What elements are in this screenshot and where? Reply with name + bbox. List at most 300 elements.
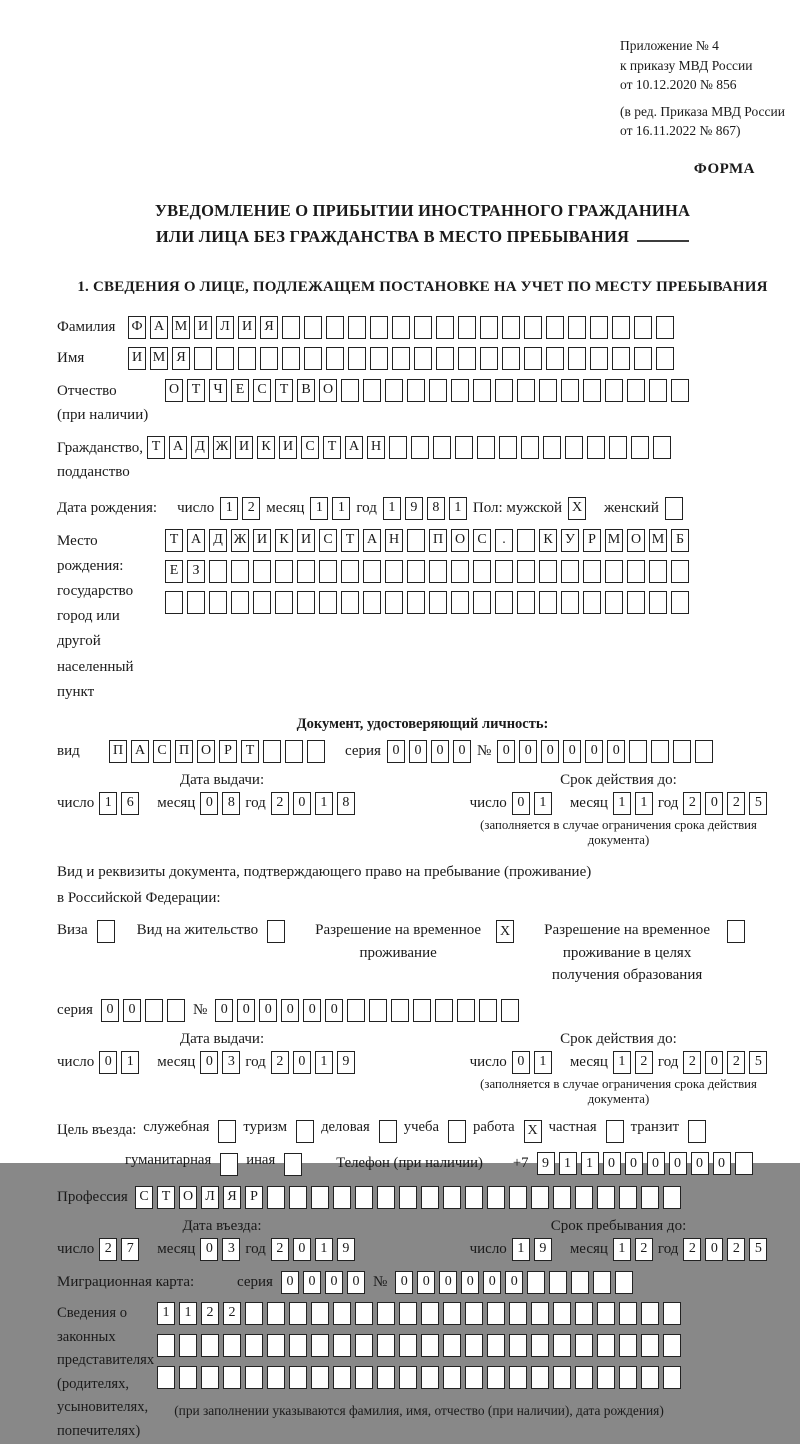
- char-cell[interactable]: Ч: [209, 379, 227, 402]
- char-cell[interactable]: 1: [559, 1152, 577, 1175]
- char-cell[interactable]: 0: [325, 1271, 343, 1294]
- char-cell[interactable]: 3: [222, 1238, 240, 1261]
- char-cell[interactable]: 0: [705, 1051, 723, 1074]
- char-cell[interactable]: Н: [385, 529, 403, 552]
- char-cell[interactable]: 2: [99, 1238, 117, 1261]
- char-cell[interactable]: [218, 1120, 236, 1143]
- char-cell[interactable]: 1: [613, 1238, 631, 1261]
- char-cell[interactable]: [521, 436, 539, 459]
- char-cell[interactable]: С: [301, 436, 319, 459]
- char-cell[interactable]: [531, 1334, 549, 1357]
- char-cell[interactable]: 2: [683, 1051, 701, 1074]
- char-cell[interactable]: 9: [534, 1238, 552, 1261]
- char-cell[interactable]: О: [165, 379, 183, 402]
- char-cell[interactable]: [223, 1334, 241, 1357]
- char-cell[interactable]: [289, 1302, 307, 1325]
- char-cell[interactable]: [546, 347, 564, 370]
- char-cell[interactable]: В: [297, 379, 315, 402]
- char-cell[interactable]: [297, 591, 315, 614]
- char-cell[interactable]: А: [150, 316, 168, 339]
- char-cell[interactable]: [319, 560, 337, 583]
- char-cell[interactable]: С: [253, 379, 271, 402]
- char-cell[interactable]: [553, 1334, 571, 1357]
- char-cell[interactable]: 0: [563, 740, 581, 763]
- char-cell[interactable]: 0: [281, 1271, 299, 1294]
- char-cell[interactable]: [561, 591, 579, 614]
- char-cell[interactable]: [319, 591, 337, 614]
- char-cell[interactable]: [179, 1366, 197, 1389]
- char-cell[interactable]: [458, 316, 476, 339]
- char-cell[interactable]: 9: [537, 1152, 555, 1175]
- char-cell[interactable]: Р: [219, 740, 237, 763]
- char-cell[interactable]: [304, 347, 322, 370]
- char-cell[interactable]: [289, 1186, 307, 1209]
- char-cell[interactable]: [289, 1334, 307, 1357]
- char-cell[interactable]: [448, 1120, 466, 1143]
- char-cell[interactable]: О: [197, 740, 215, 763]
- char-cell[interactable]: [509, 1334, 527, 1357]
- char-cell[interactable]: [363, 591, 381, 614]
- char-cell[interactable]: Р: [583, 529, 601, 552]
- char-cell[interactable]: [597, 1302, 615, 1325]
- char-cell[interactable]: [568, 316, 586, 339]
- char-cell[interactable]: 1: [179, 1302, 197, 1325]
- char-cell[interactable]: [429, 379, 447, 402]
- char-cell[interactable]: 0: [519, 740, 537, 763]
- char-cell[interactable]: О: [319, 379, 337, 402]
- char-cell[interactable]: Я: [260, 316, 278, 339]
- char-cell[interactable]: 1: [581, 1152, 599, 1175]
- char-cell[interactable]: 0: [417, 1271, 435, 1294]
- char-cell[interactable]: [285, 740, 303, 763]
- char-cell[interactable]: Т: [147, 436, 165, 459]
- char-cell[interactable]: [443, 1186, 461, 1209]
- char-cell[interactable]: [590, 316, 608, 339]
- char-cell[interactable]: [433, 436, 451, 459]
- char-cell[interactable]: [502, 316, 520, 339]
- char-cell[interactable]: Ф: [128, 316, 146, 339]
- char-cell[interactable]: [663, 1186, 681, 1209]
- char-cell[interactable]: 1: [613, 792, 631, 815]
- char-cell[interactable]: [575, 1186, 593, 1209]
- char-cell[interactable]: [370, 316, 388, 339]
- char-cell[interactable]: М: [172, 316, 190, 339]
- char-cell[interactable]: [267, 1186, 285, 1209]
- char-cell[interactable]: 2: [683, 1238, 701, 1261]
- char-cell[interactable]: [435, 999, 453, 1022]
- char-cell[interactable]: [688, 1120, 706, 1143]
- char-cell[interactable]: Д: [191, 436, 209, 459]
- char-cell[interactable]: 2: [635, 1051, 653, 1074]
- char-cell[interactable]: [487, 1186, 505, 1209]
- char-cell[interactable]: К: [257, 436, 275, 459]
- char-cell[interactable]: 6: [121, 792, 139, 815]
- char-cell[interactable]: [553, 1186, 571, 1209]
- char-cell[interactable]: [443, 1302, 461, 1325]
- char-cell[interactable]: [605, 560, 623, 583]
- char-cell[interactable]: [631, 436, 649, 459]
- char-cell[interactable]: [392, 347, 410, 370]
- char-cell[interactable]: [517, 560, 535, 583]
- char-cell[interactable]: [561, 560, 579, 583]
- char-cell[interactable]: [377, 1186, 395, 1209]
- char-cell[interactable]: [289, 1366, 307, 1389]
- char-cell[interactable]: [597, 1334, 615, 1357]
- char-cell[interactable]: [407, 379, 425, 402]
- char-cell[interactable]: [495, 560, 513, 583]
- char-cell[interactable]: 0: [647, 1152, 665, 1175]
- char-cell[interactable]: [487, 1302, 505, 1325]
- char-cell[interactable]: [727, 920, 745, 943]
- char-cell[interactable]: [553, 1302, 571, 1325]
- char-cell[interactable]: 1: [449, 497, 467, 520]
- char-cell[interactable]: А: [345, 436, 363, 459]
- char-cell[interactable]: А: [187, 529, 205, 552]
- char-cell[interactable]: [575, 1334, 593, 1357]
- char-cell[interactable]: [571, 1271, 589, 1294]
- char-cell[interactable]: И: [194, 316, 212, 339]
- char-cell[interactable]: 0: [303, 999, 321, 1022]
- char-cell[interactable]: [663, 1302, 681, 1325]
- char-cell[interactable]: [673, 740, 691, 763]
- char-cell[interactable]: [311, 1186, 329, 1209]
- char-cell[interactable]: [615, 1271, 633, 1294]
- char-cell[interactable]: [399, 1302, 417, 1325]
- char-cell[interactable]: 1: [121, 1051, 139, 1074]
- char-cell[interactable]: [465, 1334, 483, 1357]
- char-cell[interactable]: [245, 1302, 263, 1325]
- char-cell[interactable]: [473, 560, 491, 583]
- char-cell[interactable]: [436, 347, 454, 370]
- char-cell[interactable]: 1: [315, 1051, 333, 1074]
- char-cell[interactable]: [296, 1120, 314, 1143]
- char-cell[interactable]: 0: [541, 740, 559, 763]
- char-cell[interactable]: [597, 1366, 615, 1389]
- char-cell[interactable]: [267, 1366, 285, 1389]
- char-cell[interactable]: [634, 347, 652, 370]
- char-cell[interactable]: [245, 1366, 263, 1389]
- char-cell[interactable]: 5: [749, 1238, 767, 1261]
- char-cell[interactable]: [407, 560, 425, 583]
- char-cell[interactable]: [414, 316, 432, 339]
- char-cell[interactable]: Т: [341, 529, 359, 552]
- char-cell[interactable]: [606, 1120, 624, 1143]
- char-cell[interactable]: 1: [332, 497, 350, 520]
- char-cell[interactable]: Ж: [213, 436, 231, 459]
- char-cell[interactable]: [311, 1302, 329, 1325]
- char-cell[interactable]: 0: [607, 740, 625, 763]
- char-cell[interactable]: П: [175, 740, 193, 763]
- char-cell[interactable]: [385, 591, 403, 614]
- char-cell[interactable]: [311, 1366, 329, 1389]
- char-cell[interactable]: [605, 379, 623, 402]
- char-cell[interactable]: З: [187, 560, 205, 583]
- char-cell[interactable]: Т: [241, 740, 259, 763]
- char-cell[interactable]: [421, 1366, 439, 1389]
- char-cell[interactable]: 0: [303, 1271, 321, 1294]
- char-cell[interactable]: 0: [512, 792, 530, 815]
- char-cell[interactable]: 0: [99, 1051, 117, 1074]
- char-cell[interactable]: [253, 591, 271, 614]
- char-cell[interactable]: О: [627, 529, 645, 552]
- char-cell[interactable]: [363, 560, 381, 583]
- char-cell[interactable]: [629, 740, 647, 763]
- char-cell[interactable]: Ж: [231, 529, 249, 552]
- char-cell[interactable]: О: [179, 1186, 197, 1209]
- char-cell[interactable]: С: [153, 740, 171, 763]
- char-cell[interactable]: 7: [121, 1238, 139, 1261]
- char-cell[interactable]: [575, 1302, 593, 1325]
- char-cell[interactable]: [451, 379, 469, 402]
- char-cell[interactable]: [458, 347, 476, 370]
- char-cell[interactable]: 0: [200, 792, 218, 815]
- char-cell[interactable]: [414, 347, 432, 370]
- char-cell[interactable]: [377, 1302, 395, 1325]
- char-cell[interactable]: [167, 999, 185, 1022]
- char-cell[interactable]: [451, 591, 469, 614]
- char-cell[interactable]: [363, 379, 381, 402]
- char-cell[interactable]: 0: [215, 999, 233, 1022]
- char-cell[interactable]: Л: [216, 316, 234, 339]
- char-cell[interactable]: 2: [271, 1051, 289, 1074]
- char-cell[interactable]: [543, 436, 561, 459]
- char-cell[interactable]: 0: [259, 999, 277, 1022]
- char-cell[interactable]: [531, 1302, 549, 1325]
- char-cell[interactable]: 0: [625, 1152, 643, 1175]
- char-cell[interactable]: [443, 1366, 461, 1389]
- char-cell[interactable]: [641, 1334, 659, 1357]
- char-cell[interactable]: 0: [293, 792, 311, 815]
- char-cell[interactable]: 0: [691, 1152, 709, 1175]
- char-cell[interactable]: П: [429, 529, 447, 552]
- char-cell[interactable]: [465, 1186, 483, 1209]
- char-cell[interactable]: [348, 347, 366, 370]
- char-cell[interactable]: И: [253, 529, 271, 552]
- char-cell[interactable]: М: [605, 529, 623, 552]
- char-cell[interactable]: [575, 1366, 593, 1389]
- char-cell[interactable]: [282, 347, 300, 370]
- char-cell[interactable]: [473, 379, 491, 402]
- char-cell[interactable]: А: [169, 436, 187, 459]
- char-cell[interactable]: [333, 1302, 351, 1325]
- char-cell[interactable]: [385, 560, 403, 583]
- char-cell[interactable]: [355, 1186, 373, 1209]
- char-cell[interactable]: 1: [310, 497, 328, 520]
- char-cell[interactable]: [539, 379, 557, 402]
- char-cell[interactable]: [583, 591, 601, 614]
- char-cell[interactable]: М: [150, 347, 168, 370]
- char-cell[interactable]: [553, 1366, 571, 1389]
- char-cell[interactable]: Б: [671, 529, 689, 552]
- char-cell[interactable]: X: [524, 1120, 542, 1143]
- char-cell[interactable]: [583, 560, 601, 583]
- char-cell[interactable]: [619, 1334, 637, 1357]
- char-cell[interactable]: [187, 591, 205, 614]
- char-cell[interactable]: 0: [439, 1271, 457, 1294]
- char-cell[interactable]: [455, 436, 473, 459]
- char-cell[interactable]: [517, 529, 535, 552]
- char-cell[interactable]: К: [275, 529, 293, 552]
- char-cell[interactable]: [429, 591, 447, 614]
- char-cell[interactable]: [223, 1366, 241, 1389]
- char-cell[interactable]: 0: [200, 1238, 218, 1261]
- char-cell[interactable]: [377, 1366, 395, 1389]
- char-cell[interactable]: [341, 379, 359, 402]
- char-cell[interactable]: У: [561, 529, 579, 552]
- char-cell[interactable]: [641, 1302, 659, 1325]
- char-cell[interactable]: [355, 1302, 373, 1325]
- char-cell[interactable]: С: [473, 529, 491, 552]
- char-cell[interactable]: 8: [222, 792, 240, 815]
- char-cell[interactable]: [527, 1271, 545, 1294]
- char-cell[interactable]: [487, 1334, 505, 1357]
- char-cell[interactable]: [649, 560, 667, 583]
- char-cell[interactable]: [495, 379, 513, 402]
- char-cell[interactable]: [561, 379, 579, 402]
- char-cell[interactable]: [509, 1186, 527, 1209]
- char-cell[interactable]: И: [238, 316, 256, 339]
- char-cell[interactable]: 2: [683, 792, 701, 815]
- char-cell[interactable]: С: [319, 529, 337, 552]
- char-cell[interactable]: [379, 1120, 397, 1143]
- char-cell[interactable]: 1: [383, 497, 401, 520]
- char-cell[interactable]: 2: [727, 1051, 745, 1074]
- char-cell[interactable]: 0: [453, 740, 471, 763]
- char-cell[interactable]: [663, 1366, 681, 1389]
- char-cell[interactable]: 0: [585, 740, 603, 763]
- char-cell[interactable]: [399, 1334, 417, 1357]
- char-cell[interactable]: Д: [209, 529, 227, 552]
- char-cell[interactable]: [597, 1186, 615, 1209]
- char-cell[interactable]: [97, 920, 115, 943]
- char-cell[interactable]: [549, 1271, 567, 1294]
- char-cell[interactable]: [399, 1186, 417, 1209]
- char-cell[interactable]: [479, 999, 497, 1022]
- char-cell[interactable]: 0: [505, 1271, 523, 1294]
- char-cell[interactable]: [263, 740, 281, 763]
- char-cell[interactable]: [407, 529, 425, 552]
- char-cell[interactable]: [641, 1366, 659, 1389]
- char-cell[interactable]: [546, 316, 564, 339]
- char-cell[interactable]: [605, 591, 623, 614]
- char-cell[interactable]: [524, 347, 542, 370]
- char-cell[interactable]: 0: [281, 999, 299, 1022]
- char-cell[interactable]: 0: [101, 999, 119, 1022]
- char-cell[interactable]: [421, 1334, 439, 1357]
- char-cell[interactable]: [509, 1302, 527, 1325]
- char-cell[interactable]: 1: [534, 792, 552, 815]
- char-cell[interactable]: [531, 1186, 549, 1209]
- char-cell[interactable]: 0: [713, 1152, 731, 1175]
- char-cell[interactable]: [649, 379, 667, 402]
- char-cell[interactable]: [465, 1366, 483, 1389]
- char-cell[interactable]: [389, 436, 407, 459]
- char-cell[interactable]: [399, 1366, 417, 1389]
- char-cell[interactable]: [651, 740, 669, 763]
- char-cell[interactable]: 1: [635, 792, 653, 815]
- char-cell[interactable]: [653, 436, 671, 459]
- char-cell[interactable]: [220, 1153, 238, 1176]
- char-cell[interactable]: 0: [705, 792, 723, 815]
- char-cell[interactable]: 1: [99, 792, 117, 815]
- char-cell[interactable]: [612, 316, 630, 339]
- char-cell[interactable]: 0: [409, 740, 427, 763]
- char-cell[interactable]: [407, 591, 425, 614]
- char-cell[interactable]: 2: [635, 1238, 653, 1261]
- char-cell[interactable]: [663, 1334, 681, 1357]
- char-cell[interactable]: К: [539, 529, 557, 552]
- char-cell[interactable]: 1: [512, 1238, 530, 1261]
- char-cell[interactable]: [165, 591, 183, 614]
- char-cell[interactable]: [341, 560, 359, 583]
- char-cell[interactable]: И: [279, 436, 297, 459]
- char-cell[interactable]: 5: [749, 1051, 767, 1074]
- char-cell[interactable]: [245, 1334, 263, 1357]
- char-cell[interactable]: [436, 316, 454, 339]
- char-cell[interactable]: [209, 591, 227, 614]
- char-cell[interactable]: [671, 379, 689, 402]
- char-cell[interactable]: А: [131, 740, 149, 763]
- char-cell[interactable]: [593, 1271, 611, 1294]
- char-cell[interactable]: О: [451, 529, 469, 552]
- char-cell[interactable]: [385, 379, 403, 402]
- char-cell[interactable]: [333, 1366, 351, 1389]
- char-cell[interactable]: [656, 316, 674, 339]
- char-cell[interactable]: 1: [220, 497, 238, 520]
- char-cell[interactable]: 0: [669, 1152, 687, 1175]
- char-cell[interactable]: [311, 1334, 329, 1357]
- char-cell[interactable]: [565, 436, 583, 459]
- char-cell[interactable]: Я: [223, 1186, 241, 1209]
- char-cell[interactable]: 0: [200, 1051, 218, 1074]
- char-cell[interactable]: 0: [395, 1271, 413, 1294]
- char-cell[interactable]: [377, 1334, 395, 1357]
- char-cell[interactable]: [735, 1152, 753, 1175]
- char-cell[interactable]: [275, 560, 293, 583]
- char-cell[interactable]: [619, 1186, 637, 1209]
- char-cell[interactable]: Т: [187, 379, 205, 402]
- char-cell[interactable]: [253, 560, 271, 583]
- char-cell[interactable]: [411, 436, 429, 459]
- char-cell[interactable]: Н: [367, 436, 385, 459]
- char-cell[interactable]: С: [135, 1186, 153, 1209]
- char-cell[interactable]: [587, 436, 605, 459]
- char-cell[interactable]: [307, 740, 325, 763]
- char-cell[interactable]: Т: [275, 379, 293, 402]
- char-cell[interactable]: 3: [222, 1051, 240, 1074]
- char-cell[interactable]: [627, 379, 645, 402]
- char-cell[interactable]: [347, 999, 365, 1022]
- char-cell[interactable]: 9: [405, 497, 423, 520]
- char-cell[interactable]: [583, 379, 601, 402]
- char-cell[interactable]: 0: [497, 740, 515, 763]
- char-cell[interactable]: [473, 591, 491, 614]
- char-cell[interactable]: [502, 347, 520, 370]
- char-cell[interactable]: [275, 591, 293, 614]
- char-cell[interactable]: [333, 1186, 351, 1209]
- char-cell[interactable]: 1: [315, 792, 333, 815]
- char-cell[interactable]: 2: [271, 792, 289, 815]
- char-cell[interactable]: 0: [347, 1271, 365, 1294]
- char-cell[interactable]: 2: [223, 1302, 241, 1325]
- char-cell[interactable]: 8: [427, 497, 445, 520]
- char-cell[interactable]: [509, 1366, 527, 1389]
- char-cell[interactable]: 9: [337, 1051, 355, 1074]
- char-cell[interactable]: [671, 560, 689, 583]
- char-cell[interactable]: Я: [172, 347, 190, 370]
- char-cell[interactable]: [421, 1302, 439, 1325]
- char-cell[interactable]: [391, 999, 409, 1022]
